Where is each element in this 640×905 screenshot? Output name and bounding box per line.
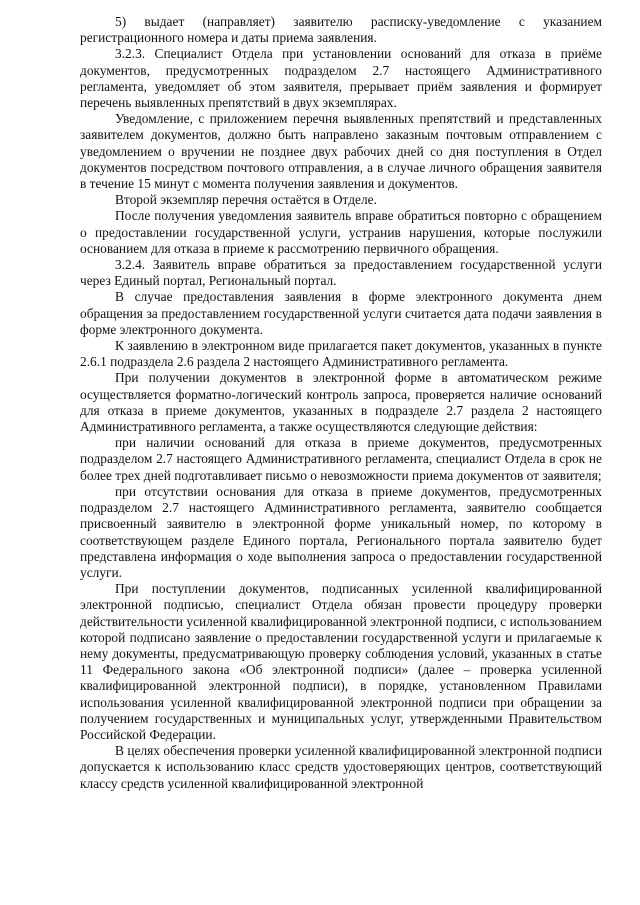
paragraph-3-2-3: 3.2.3. Специалист Отдела при установлении оснований для отказа в приёме документов, предусмотренных подразделом 2.7 настоящего Административного регламента, уведомляет об этом заявителя, прерывает приём заявления и формирует перечень выявленных препятствий в двух экземплярах. xyxy=(80,46,602,111)
paragraph-electronic-date: В случае предоставления заявления в форме электронного документа днем обращения за предоставлением государственной услуги считается дата подачи заявления в форме электронного документа. xyxy=(80,289,602,337)
paragraph-no-refusal-grounds: при отсутствии основания для отказа в приеме документов, предусмотренных подразделом 2.7 настоящего Административного регламента, заявителю сообщается присвоенный заявителю в электронной форме уникальный номер, по которому в соответствующем разделе Единого портала, Регионального портала заявителю будет представлена информация о ходе выполнения запроса о предоставлении государственной услуги. xyxy=(80,483,602,580)
paragraph-second-copy: Второй экземпляр перечня остаётся в Отделе. xyxy=(115,192,377,208)
paragraph-document-package: К заявлению в электронном виде прилагается пакет документов, указанных в пункте 2.6.1 подраздела 2.6 раздела 2 настоящего Административного регламента. xyxy=(80,338,602,370)
paragraph-refusal-grounds: при наличии оснований для отказа в приеме документов, предусмотренных подразделом 2.7 настоящего Административного регламента, специалист Отдела в срок не более трех дней подготавливает письмо о невозможности приема документов от заявителя; xyxy=(80,435,602,483)
paragraph-receipt-notice: 5) выдает (направляет) заявителю расписку-уведомление с указанием регистрационного номера и даты приема заявления. xyxy=(80,14,602,46)
document-page xyxy=(80,14,602,792)
paragraph-notification: Уведомление, с приложением перечня выявленных препятствий и представленных заявителем документов, должно быть направлено заказным почтовым отправлением с уведомлением о вручении не позднее двух рабочих дней со дня поступления в Отдел документов посредством почтового отправления, а в случае личного обращения заявителя в течение 15 минут с момента получения заявления и документов. xyxy=(80,111,602,192)
paragraph-signature-tools: В целях обеспечения проверки усиленной квалифицированной электронной подписи допускается к использованию класс средств удостоверяющих центров, соответствующий классу средств усиленной квалифицированной электронной xyxy=(80,743,602,791)
paragraph-signature-check: При поступлении документов, подписанных усиленной квалифицированной электронной подписью, специалист Отдела обязан провести процедуру проверки действительности усиленной квалифицированной электронной подписи, с использованием которой подписано заявление о предоставлении государственной услуги и прилагаемые к нему документы, предусматривающую проверку соблюдения условий, указанных в статье 11 Федерального закона «Об электронной подписи» (далее – проверка усиленной квалифицированной электронной подписи), в порядке, установленном Правилами использования усиленной квалифицированной электронной подписи при обращении за получением государственных и муниципальных услуг, утвержденными Правительством Российской Федерации. xyxy=(80,581,602,742)
paragraph-format-control: При получении документов в электронной форме в автоматическом режиме осуществляется форматно-логический контроль запроса, проверяется наличие оснований для отказа в приеме документов, указанных в подразделе 2.7 раздела 2 настоящего Административного регламента, а также осуществляются следующие действия: xyxy=(80,370,602,435)
paragraph-repeat-application: После получения уведомления заявитель вправе обратиться повторно с обращением о предоставлении государственной услуги, устранив нарушения, которые послужили основанием для отказа в приеме к рассмотрению первичного обращения. xyxy=(80,208,602,256)
paragraph-3-2-4: 3.2.4. Заявитель вправе обратиться за предоставлением государственной услуги через Единый портал, Региональный портал. xyxy=(80,257,602,289)
